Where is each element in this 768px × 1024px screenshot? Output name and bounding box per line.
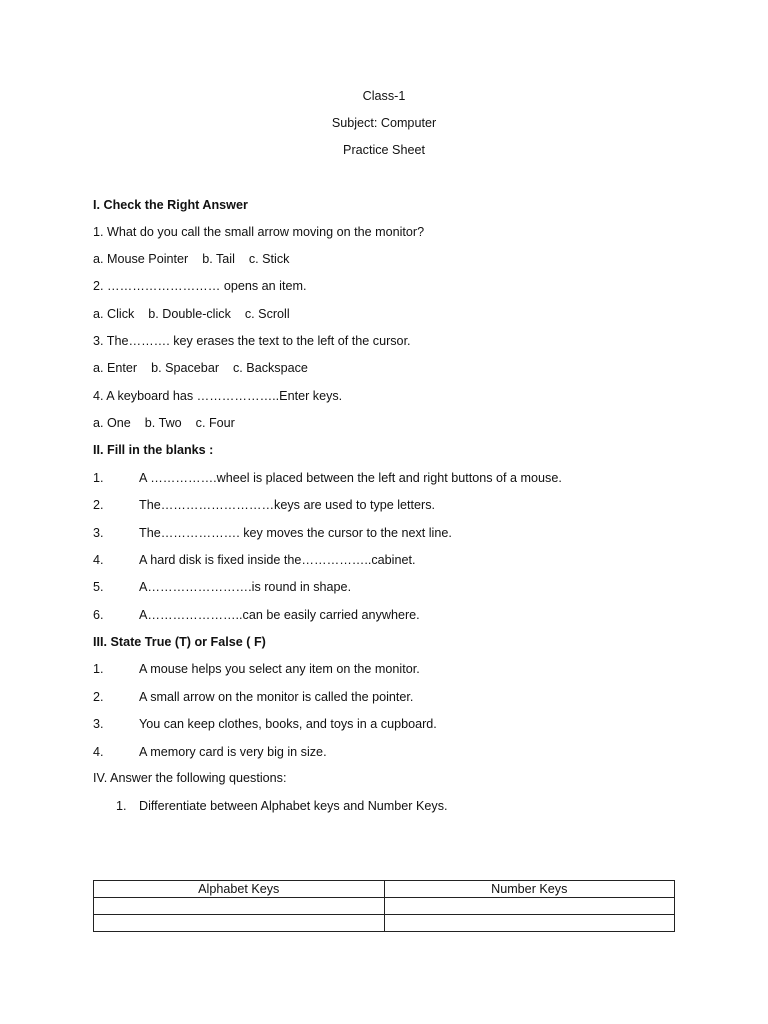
section-3-heading: III. State True (T) or False ( F) bbox=[93, 635, 266, 649]
true-false-number: 3. bbox=[93, 717, 104, 731]
fill-blank-number: 1. bbox=[93, 471, 104, 485]
section-2-heading: II. Fill in the blanks : bbox=[93, 443, 214, 457]
alphabet-keys-header: Alphabet Keys bbox=[94, 881, 385, 898]
fill-blank-number: 6. bbox=[93, 608, 104, 622]
answer-question-number: 1. bbox=[116, 799, 127, 813]
true-false-number: 1. bbox=[93, 662, 104, 676]
fill-blank-number: 3. bbox=[93, 526, 104, 540]
true-false-item: You can keep clothes, books, and toys in a cupboard. bbox=[139, 717, 437, 731]
sheet-title: Practice Sheet bbox=[343, 143, 425, 157]
question-2-options: a. Click b. Double-click c. Scroll bbox=[93, 307, 290, 321]
fill-blank-item: A…………………….is round in shape. bbox=[139, 580, 352, 594]
section-4-heading: IV. Answer the following questions: bbox=[93, 771, 287, 785]
question-3: 3. The………. key erases the text to the left of the cursor. bbox=[93, 334, 411, 348]
true-false-number: 2. bbox=[93, 690, 104, 704]
table-cell bbox=[384, 915, 675, 932]
fill-blank-item: The………………………keys are used to type letters. bbox=[139, 498, 436, 512]
table-row bbox=[94, 915, 675, 932]
table-header-row bbox=[94, 881, 675, 898]
fill-blank-number: 2. bbox=[93, 498, 104, 512]
true-false-item: A mouse helps you select any item on the monitor. bbox=[139, 662, 420, 676]
fill-blank-item: A…………………..can be easily carried anywhere. bbox=[139, 608, 420, 622]
question-1-options: a. Mouse Pointer b. Tail c. Stick bbox=[93, 252, 290, 266]
table-cell bbox=[94, 915, 385, 932]
fill-blank-item: A …………….wheel is placed between the left and right buttons of a mouse. bbox=[139, 471, 562, 485]
question-1: 1. What do you call the small arrow moving on the monitor? bbox=[93, 225, 425, 239]
keys-comparison-table bbox=[93, 880, 675, 932]
table-cell bbox=[94, 898, 385, 915]
true-false-item: A memory card is very big in size. bbox=[139, 745, 327, 759]
true-false-number: 4. bbox=[93, 745, 104, 759]
question-3-options: a. Enter b. Spacebar c. Backspace bbox=[93, 361, 308, 375]
fill-blank-number: 5. bbox=[93, 580, 104, 594]
class-label: Class-1 bbox=[362, 89, 406, 103]
fill-blank-item: A hard disk is fixed inside the……………..cabinet. bbox=[139, 553, 416, 567]
answer-question-item: Differentiate between Alphabet keys and Number Keys. bbox=[139, 799, 448, 813]
table-row bbox=[94, 898, 675, 915]
true-false-item: A small arrow on the monitor is called the pointer. bbox=[139, 690, 414, 704]
fill-blank-item: The………………. key moves the cursor to the next line. bbox=[139, 526, 452, 540]
section-1-heading: I. Check the Right Answer bbox=[93, 198, 248, 212]
question-2: 2. ……………………… opens an item. bbox=[93, 279, 307, 293]
question-4: 4. A keyboard has ………………..Enter keys. bbox=[93, 389, 343, 403]
subject-label: Subject: Computer bbox=[331, 116, 437, 130]
table-cell bbox=[384, 898, 675, 915]
number-keys-header: Number Keys bbox=[384, 881, 675, 898]
question-4-options: a. One b. Two c. Four bbox=[93, 416, 235, 430]
fill-blank-number: 4. bbox=[93, 553, 104, 567]
